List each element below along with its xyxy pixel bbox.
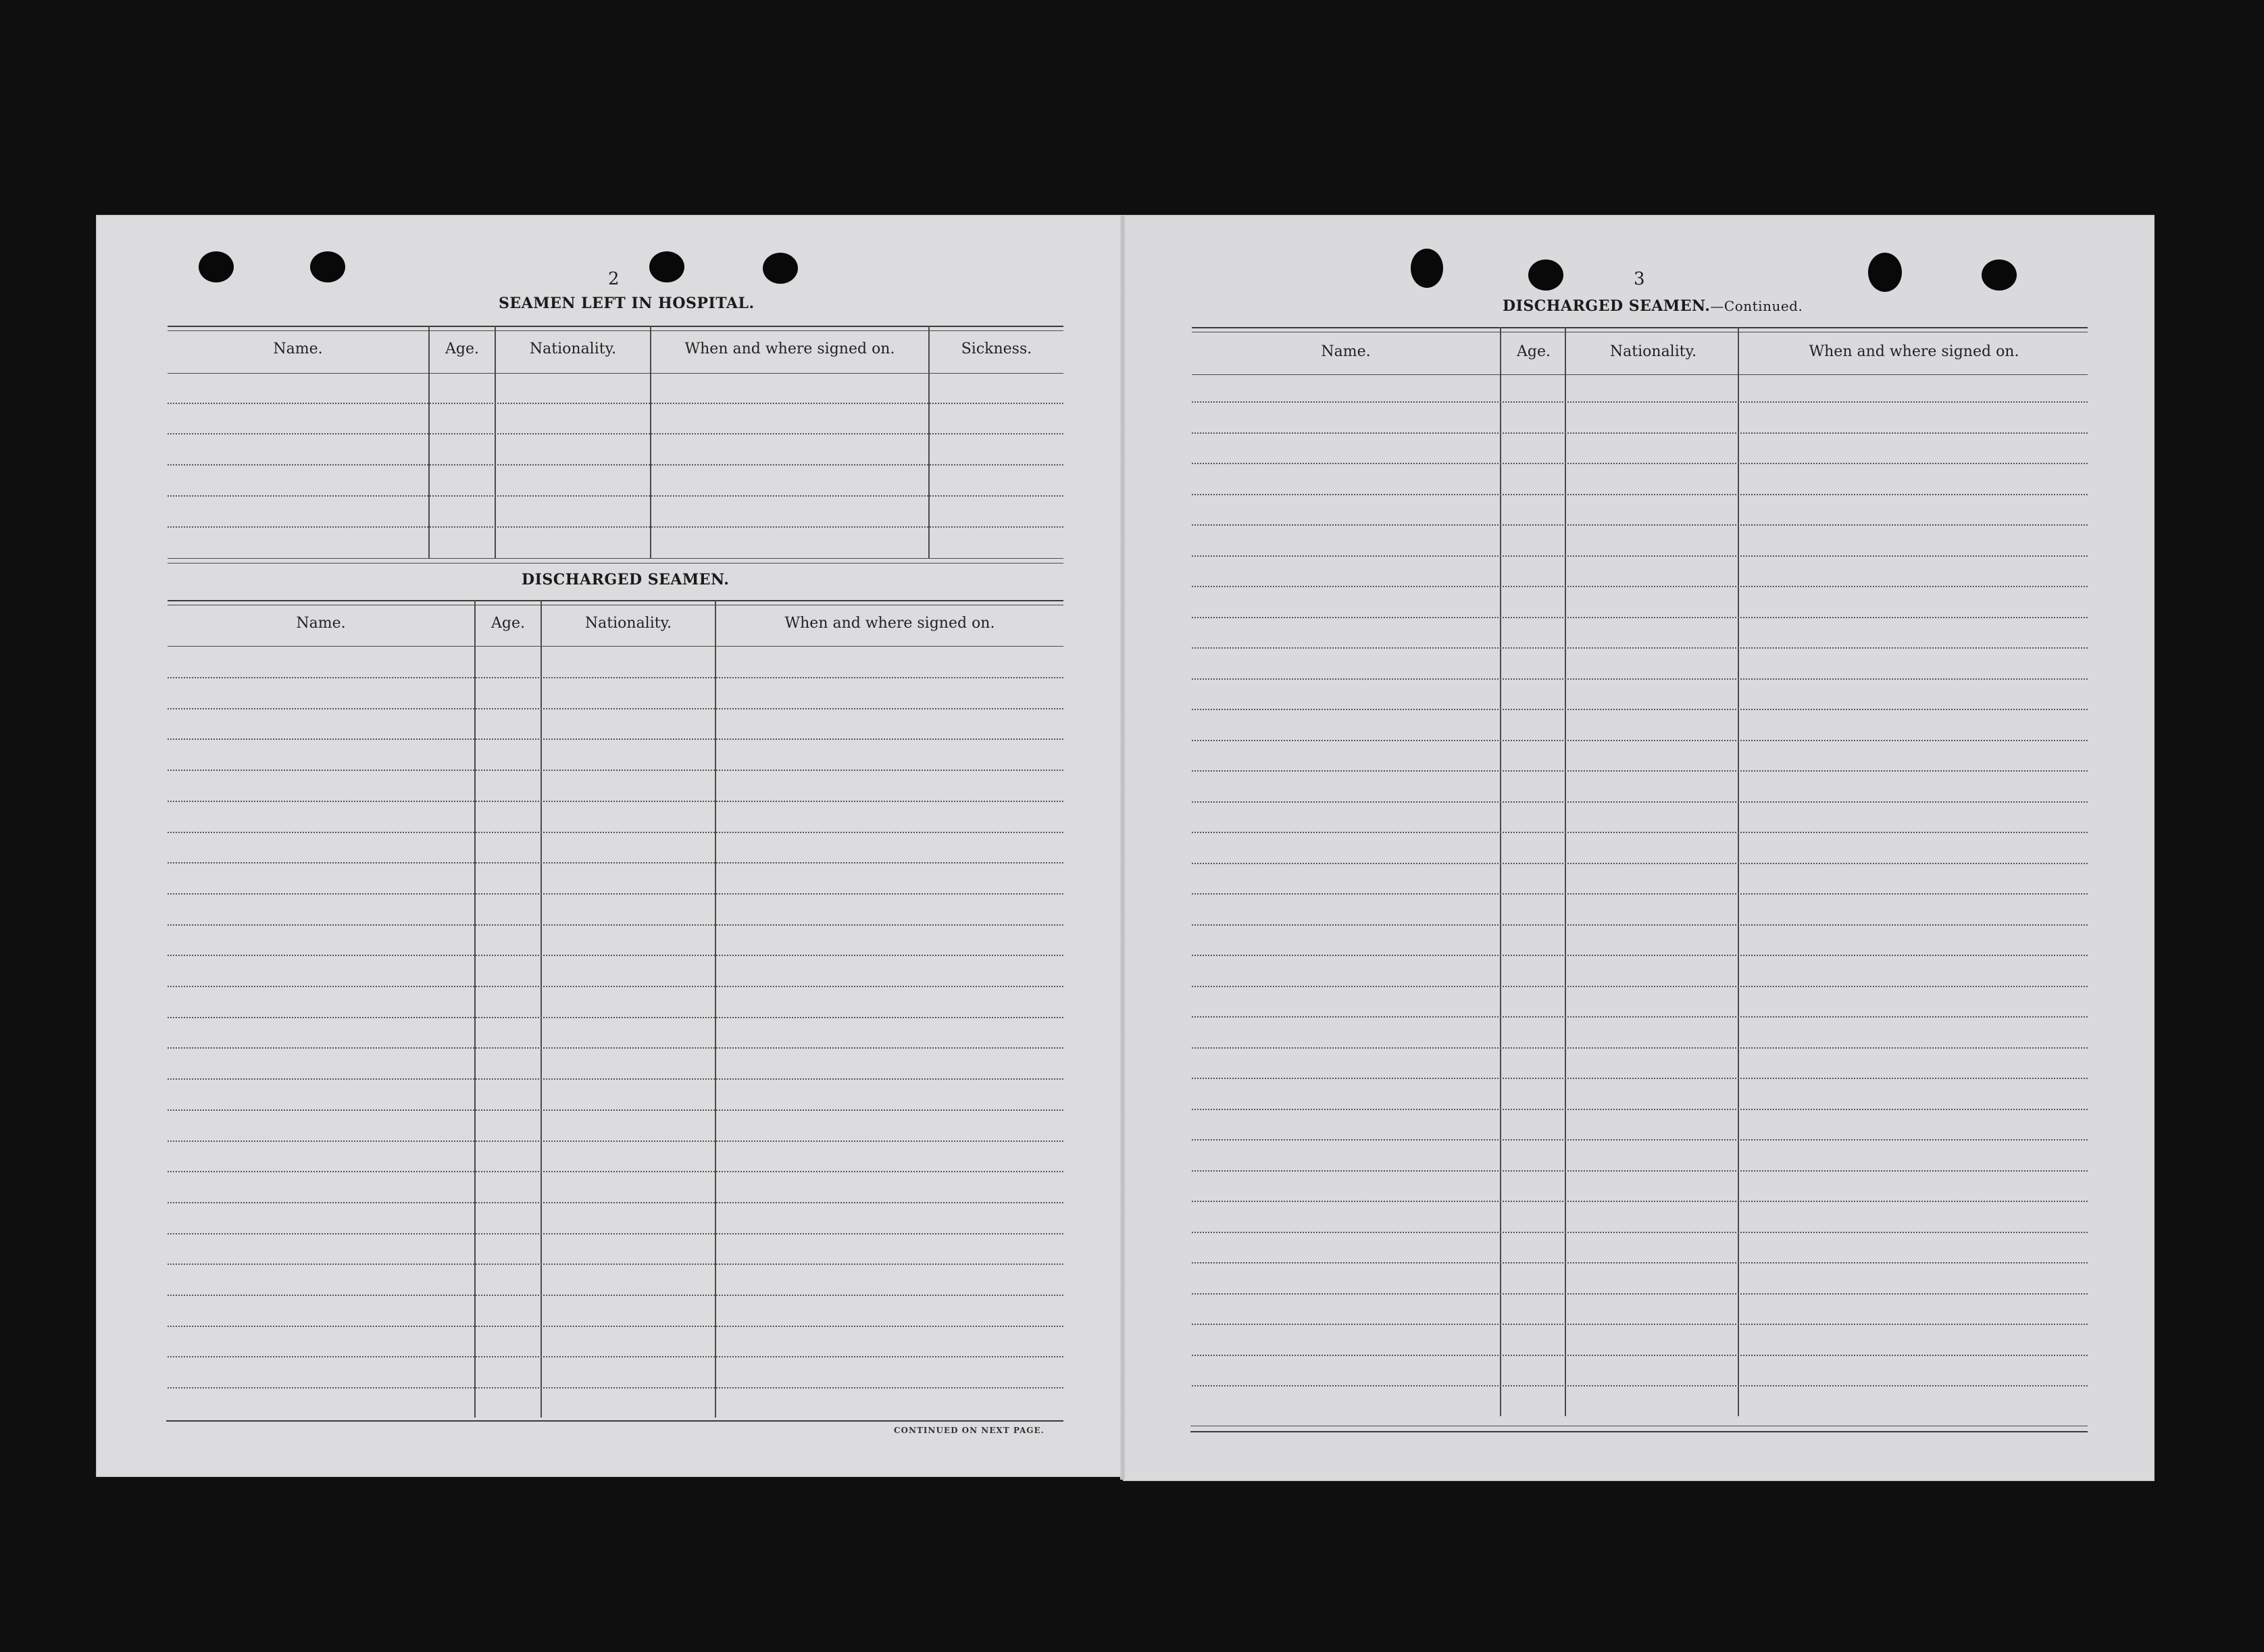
entry-line — [168, 955, 1063, 956]
entry-line — [168, 1295, 1063, 1296]
entry-line — [168, 1109, 1063, 1111]
entry-line — [168, 526, 1063, 528]
hospital-bottom-rule — [168, 558, 1063, 559]
entry-line — [1192, 709, 2088, 710]
hospital-section-title: SEAMEN LEFT IN HOSPITAL. — [499, 295, 755, 312]
column-header-age: Age. — [491, 615, 525, 632]
entry-line — [1192, 524, 2088, 526]
discharged-header-rule — [168, 646, 1063, 647]
entry-line — [1192, 1170, 2088, 1172]
entry-line — [1192, 740, 2088, 741]
entry-line — [168, 801, 1063, 802]
page-number: 3 — [1634, 269, 1645, 289]
column-divider — [495, 326, 496, 558]
entry-line — [168, 1387, 1063, 1388]
column-header-age: Age. — [445, 341, 479, 357]
column-divider — [428, 326, 430, 558]
column-divider — [650, 326, 651, 558]
entry-line — [1192, 801, 2088, 803]
entry-line — [168, 464, 1063, 466]
punch-hole — [1528, 259, 1563, 291]
entry-line — [168, 1141, 1063, 1142]
right-bottom-rule-2 — [1190, 1431, 2088, 1432]
entry-line — [168, 495, 1063, 497]
right-top-rule — [1192, 327, 2088, 328]
entry-line — [168, 832, 1063, 833]
continued-suffix: —Continued. — [1710, 298, 1803, 314]
punch-hole — [1982, 259, 2017, 291]
entry-line — [168, 1326, 1063, 1327]
entry-line — [168, 739, 1063, 740]
hospital-bottom-rule-2 — [168, 563, 1063, 564]
entry-line — [1192, 1139, 2088, 1141]
entry-line — [1192, 1201, 2088, 1202]
entry-line — [1192, 1293, 2088, 1295]
entry-line — [168, 1171, 1063, 1172]
entry-line — [168, 708, 1063, 709]
column-header-when-where: When and where signed on. — [684, 341, 895, 357]
entry-line — [1192, 1109, 2088, 1110]
entry-line — [1192, 555, 2088, 557]
entry-line — [1192, 1047, 2088, 1049]
entry-line — [1192, 432, 2088, 434]
entry-line — [168, 1047, 1063, 1049]
entry-line — [168, 1233, 1063, 1234]
entry-line — [1192, 494, 2088, 495]
entry-line — [1192, 647, 2088, 649]
entry-line — [1192, 1232, 2088, 1233]
entry-line — [1192, 986, 2088, 987]
column-header-nationality: Nationality. — [1609, 343, 1697, 360]
entry-line — [1192, 1262, 2088, 1263]
entry-line — [168, 986, 1063, 987]
column-header-nationality: Nationality. — [529, 341, 617, 357]
column-header-name: Name. — [296, 615, 346, 632]
right-page — [1123, 215, 2155, 1481]
column-header-name: Name. — [273, 341, 323, 357]
entry-line — [168, 677, 1063, 678]
left-page — [96, 215, 1123, 1477]
entry-line — [168, 403, 1063, 404]
column-header-nationality: Nationality. — [584, 615, 672, 632]
entry-line — [1192, 832, 2088, 833]
punch-hole — [1411, 249, 1443, 288]
column-divider — [1500, 327, 1501, 1416]
entry-line — [1192, 1016, 2088, 1018]
punch-hole — [1868, 253, 1902, 292]
entry-line — [168, 1356, 1063, 1357]
entry-line — [1192, 401, 2088, 403]
entry-line — [1192, 463, 2088, 464]
entry-line — [168, 433, 1063, 434]
column-header-sickness: Sickness. — [961, 341, 1032, 357]
entry-line — [168, 1202, 1063, 1203]
entry-line — [168, 924, 1063, 926]
entry-line — [1192, 924, 2088, 926]
entry-line — [1192, 617, 2088, 618]
punch-hole — [649, 251, 684, 282]
page-number: 2 — [608, 269, 620, 289]
column-header-name: Name. — [1321, 343, 1371, 360]
page-fold — [1120, 215, 1126, 1480]
punch-hole — [310, 251, 345, 282]
entry-line — [1192, 893, 2088, 895]
punch-hole — [199, 251, 234, 282]
entry-line — [1192, 955, 2088, 956]
column-divider — [1565, 327, 1566, 1416]
entry-line — [1192, 1355, 2088, 1356]
entry-line — [168, 1263, 1063, 1265]
entry-line — [1192, 863, 2088, 864]
column-divider — [1738, 327, 1739, 1416]
entry-line — [1192, 586, 2088, 587]
discharged-title-text: DISCHARGED SEAMEN. — [1503, 297, 1711, 315]
column-divider — [928, 326, 930, 558]
entry-line — [1192, 770, 2088, 772]
discharged-top-rule — [168, 600, 1063, 601]
discharged-continued-title — [1503, 297, 1803, 315]
entry-line — [1192, 678, 2088, 680]
entry-line — [168, 862, 1063, 863]
discharged-section-title: DISCHARGED SEAMEN. — [522, 571, 730, 589]
entry-line — [168, 1017, 1063, 1018]
column-header-when-where: When and where signed on. — [1809, 343, 2019, 360]
column-header-when-where: When and where signed on. — [784, 615, 995, 632]
right-header-rule — [1192, 374, 2088, 375]
entry-line — [168, 893, 1063, 895]
entry-line — [168, 1078, 1063, 1080]
entry-line — [1192, 1324, 2088, 1325]
discharged-bottom-rule — [166, 1420, 1063, 1422]
column-header-age: Age. — [1517, 343, 1551, 360]
punch-hole — [763, 253, 798, 284]
continued-note: CONTINUED ON NEXT PAGE. — [894, 1426, 1045, 1435]
entry-line — [1192, 1385, 2088, 1386]
entry-line — [1192, 1078, 2088, 1079]
entry-line — [168, 770, 1063, 771]
